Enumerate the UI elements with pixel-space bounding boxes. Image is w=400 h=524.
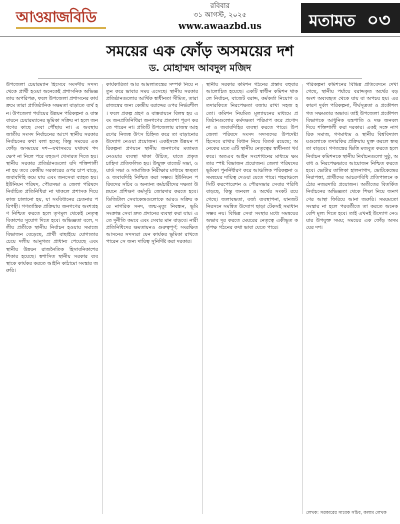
masthead-divider bbox=[0, 36, 400, 37]
column-divider bbox=[202, 84, 203, 514]
dateline bbox=[160, 2, 280, 20]
article-column-4 bbox=[306, 82, 398, 506]
article-author: ড. মোহাম্মদ আবদুল মজিদ bbox=[148, 63, 252, 74]
newspaper-logo[interactable]: আওয়াজবিডি bbox=[16, 8, 97, 26]
page-number: ০৩ bbox=[367, 10, 391, 31]
byline-divider bbox=[38, 78, 362, 79]
logo-underline bbox=[16, 27, 106, 29]
article-column-3 bbox=[206, 82, 298, 518]
day-label: রবিবার bbox=[210, 2, 230, 10]
website-url[interactable]: www.awaazbd.us bbox=[178, 22, 262, 32]
column-text: পরিকল্পনা কমিশনের বিভিন্ন প্রতিবেদনে দেখা গেছে, স্থানীয় পর্যায়ে বরাদ্দকৃত অর্থের বড় অংশ অব্যবহৃত থেকে যায় বা অপচয় হয়। এর কারণ দুর্বল পরিকল্পনা, দীর্ঘসূত্রতা ও প্রকৌশলগত সক্ষমতার অভাব। তাই উপজেলা প্রকৌশল বিভাগকে আধুনিক যন্ত্রপাতি ও দক্ষ জনবল দিয়ে শক্তিশালী করা দরকার। একই সঙ্গে নাগরিক সমাজ, গণমাধ্যম ও স্থানীয় বিশ্ববিদ্যালয়গুলোকে তদারকির প্রক্রিয়ায় যুক্ত করলে স্বচ্ছতা বাড়বে। গণতন্ত্রের ভিত্তি মজবুত করতে হলে নির্বাচন কমিশনকে স্থানীয় নির্বাচনগুলো সুষ্ঠু, অবাধ ও নিরপেক্ষভাবে আয়োজন নিশ্চিত করতে হবে। ভোটার তালিকা হালনাগাদ, ভোটকেন্দ্রের নিরাপত্তা, প্রার্থীদের আচরণবিধি প্রতিপালনে কঠোর নজরদারি প্রয়োজন। অতীতের বিতর্কিত নির্বাচনের অভিজ্ঞতা থেকে শিক্ষা নিয়ে জনগণের আস্থা ফিরিয়ে আনা জরুরি। সময়মতো সংস্কার না হলে পরবর্তীতে তা করতে অনেক বেশি মূল্য দিতে হবে। তাই এখনই উদ্যোগ নেওয়ার উপযুক্ত সময়; সময়ের এক ফোঁড় অসময়ের দশ। bbox=[306, 82, 398, 232]
date-label: ৩১ আগস্ট, ২০২৫ bbox=[193, 11, 247, 19]
column-divider bbox=[102, 84, 103, 514]
column-text: কার্যকারিতা আর আমলাতন্ত্রের সম্পর্ক নিয়ে নতুন করে ভাবার সময় এসেছে। স্থানীয় সরকার প্রতিষ্ঠানগুলোর আর্থিক স্বাধীনতা সীমিত, তারা রাজস্বের জন্য কেন্দ্রীয় বরাদ্দের ওপর নির্ভরশীল। ফলে প্রকল্প গ্রহণ ও বাস্তবায়নে বিলম্ব হয় এবং জনপ্রতিনিধিরা জনগণের প্রত্যাশা পূরণ করতে পারেন না। প্রতিটি উপজেলায় রাজস্ব আহরণের নিজস্ব উৎস চিহ্নিত করে তা বাড়ানোর উদ্যোগ নেওয়া প্রয়োজন। একইসঙ্গে উন্নয়ন পরিকল্পনা প্রণয়নে স্থানীয় জনগণের মতামত নেওয়ার ব্যবস্থা থাকা উচিত, যাতে প্রকৃত চাহিদা প্রতিফলিত হয়। উন্মুক্ত বাজেট সভা, ওয়ার্ড সভা ও সামাজিক নিরীক্ষার মাধ্যমে স্বচ্ছতা ও জবাবদিহি নিশ্চিত করা সম্ভব। ইউনিয়ন পরিষদের সচিব ও অন্যান্য কর্মচারীদের দক্ষতা উন্নয়নে প্রশিক্ষণ কর্মসূচি জোরদার করতে হবে। ডিজিটাল সেবাকেন্দ্রগুলোকে আরও সক্রিয় করে নাগরিক সনদ, জন্ম-মৃত্যু নিবন্ধন, ভূমি সংক্রান্ত সেবা দ্রুত প্রদানের ব্যবস্থা করা যায়। এতে দুর্নীতি কমবে এবং সেবার মান বাড়বে। নারী প্রতিনিধিদের ক্ষমতায়নও গুরুত্বপূর্ণ; সংরক্ষিত আসনের সদস্যরা যেন কার্যকর ভূমিকা রাখতে পারেন সে জন্য দায়িত্ব সুনির্দিষ্ট করা দরকার। bbox=[106, 82, 198, 246]
column-text: উপজেলা চেয়ারম্যান হিসেবে সংসদীয় সদস্য থেকে প্রার্থী হওয়া অনেকেই প্রশাসনিক অভিজ্ঞতায় অপরিপক্ব, ফলে উপজেলা প্রশাসনের কার্যক্রমে তারা প্রাতিষ্ঠানিক সক্ষমতা বাড়াতে ব্যর্থ হন। উপজেলা পর্যায়ের উন্নয়ন পরিকল্পনা ও বাস্তবায়নে চেয়ারম্যানের ভূমিকা সক্রিয় না হলে জনগণের কাছে সেবা পৌঁছায় না। এ অবস্থায় জাতীয় সংসদ নির্বাচনের আগে স্থানীয় সরকার নির্বাচনের কথা বলা হচ্ছে; কিন্তু সময়ের এক ফোঁড় অসময়ের দশ—যথাসময়ে যথাযথ পদক্ষেপ না নিলে পরে বহুগুণ খেসারত দিতে হয়। স্থানীয় সরকার প্রতিষ্ঠানগুলো যদি শক্তিশালী না হয় তবে কেন্দ্রীয় সরকারের ওপর চাপ বাড়ে, জবাবদিহি কমে যায় এবং জনসেবা ব্যাহত হয়। ইউনিয়ন পরিষদ, পৌরসভা ও জেলা পরিষদে নির্বাচিত প্রতিনিধিরা না থাকলে প্রশাসক দিয়ে কাজ চালানো হয়, যা সংবিধানের চেতনার পরিপন্থী। গণতান্ত্রিক প্রক্রিয়ায় জনগণের অংশগ্রহণ নিশ্চিত করতে হলে তৃণমূল থেকেই নেতৃত্ব বিকাশের সুযোগ দিতে হবে। অভিজ্ঞতা বলে, দলীয় প্রতীকে স্থানীয় নির্বাচন হওয়ায় সমাজে বিভাজন বেড়েছে, প্রার্থী বাছাইয়ে যোগ্যতার চেয়ে দলীয় আনুগত্য প্রাধান্য পেয়েছে এবং স্থানীয় উন্নয়ন রাজনৈতিক হিসাবনিকাশের শিকার হয়েছে। স্বশাসিত স্থানীয় সরকার ব্যবস্থাকে কার্যকর করতে আইনি কাঠামো সংস্কার জরুরি। bbox=[6, 82, 98, 275]
section-name: মতামত bbox=[309, 11, 356, 30]
article-headline: সময়ের এক ফোঁড় অসময়ের দশ bbox=[106, 42, 294, 60]
column-divider bbox=[302, 84, 303, 514]
column-text: স্থানীয় সরকার কমিশন গঠনের প্রস্তাব বহুবার আলোচিত হয়েছে। একটি স্বাধীন কমিশন থাকলে নির্বাচন, বাজেট বরাদ্দ, কর্মকর্তা নিয়োগ ও তদারকিতে নিরপেক্ষতা বজায় রাখা সহজ হতো। কমিশন নিয়মিত মূল্যায়নের মাধ্যমে প্রতিষ্ঠানগুলোর কর্মদক্ষতা পরিমাপ করে প্রণোদনা ও জবাবদিহির ব্যবস্থা করতে পারে। উপজেলা পরিষদে সংসদ সদস্যদের উপদেষ্টা হিসেবে রাখার বিধান নিয়ে বিতর্ক রয়েছে; অনেকের মতে এটি স্থানীয় নেতৃত্বের স্বাধীনতা খর্ব করে। অতএব আইন সংশোধনের মাধ্যমে ক্ষমতার স্পষ্ট বিভাজন প্রয়োজন। জেলা পরিষদের ভূমিকা পুনর্নির্ধারণ করে আঞ্চলিক পরিকল্পনা ও সমন্বয়ের দায়িত্ব দেওয়া যেতে পারে। শহরাঞ্চলে সিটি করপোরেশন ও পৌরসভার সেবার পরিধি বাড়ছে, কিন্তু জনবল ও অর্থের সংকট রয়ে গেছে। জলাবদ্ধতা, বর্জ্য ব্যবস্থাপনা, যানজট নিরসনে সমন্বিত উদ্যোগ ছাড়া টেকসই সমাধান সম্ভব নয়। বিভিন্ন সেবা সংস্থার মধ্যে সমন্বয়ের অভাব দূর করতে মেয়রের নেতৃত্বে একীভূত কর্তৃপক্ষ গঠনের কথা ভাবা যেতে পারে। bbox=[206, 82, 298, 232]
article-column-1 bbox=[6, 82, 98, 518]
article-column-2 bbox=[106, 82, 198, 518]
section-badge bbox=[301, 3, 400, 33]
author-note: লেখক: সরকারের সাবেক সচিব, কলাম লেখক bbox=[306, 511, 387, 516]
